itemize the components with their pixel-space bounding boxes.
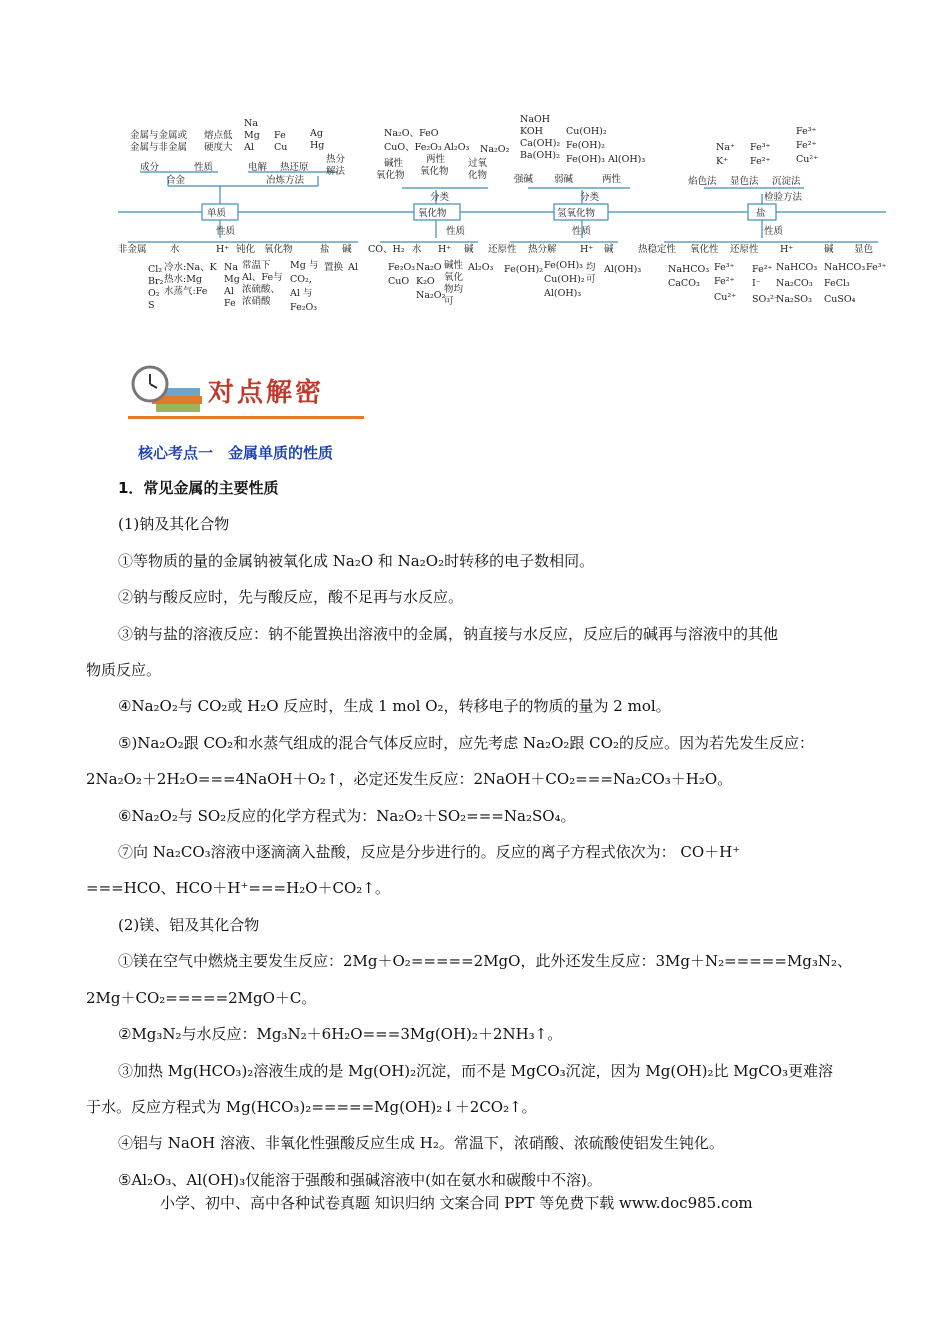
group-item: Al(OH)₃ bbox=[608, 154, 646, 165]
label-composition: 成分 bbox=[140, 162, 160, 173]
ion: Fe²⁺ bbox=[750, 156, 771, 167]
group-label: 两性 bbox=[426, 154, 446, 165]
cell: NaHCO₃ bbox=[824, 262, 866, 273]
paragraph: 物质反应。 bbox=[86, 661, 162, 680]
label-property: 性质 bbox=[572, 226, 592, 237]
label-class: 分类 bbox=[430, 192, 450, 203]
paragraph: ②钠与酸反应时，先与酸反应，酸不足再与水反应。 bbox=[118, 588, 464, 607]
cell: Al 与 bbox=[290, 288, 313, 299]
cell: Fe₂O₃ bbox=[388, 262, 416, 273]
alloy-comp-line: 金属与非金属 bbox=[130, 142, 188, 153]
cell: Cu²⁺ bbox=[714, 292, 737, 303]
prop-item: 盐 bbox=[320, 244, 330, 255]
cell: Al₂O₃ bbox=[468, 262, 494, 273]
ion: Fe³⁺ bbox=[750, 142, 771, 153]
paragraph: ④铝与 NaOH 溶液、非氧化性强酸反应生成 H₂。常温下，浓硝酸、浓硫酸使铝发生钝化。 bbox=[118, 1134, 724, 1153]
cell: Na₂SO₃ bbox=[776, 294, 812, 305]
prop-item: CO、H₂ bbox=[368, 244, 405, 255]
method-label: 热还原 bbox=[280, 162, 309, 173]
group-label: 过氧 bbox=[468, 158, 488, 169]
footer: 小学、初中、高中各种试卷真题 知识归纳 文案合同 PPT 等免费下载 www.doc985.com bbox=[160, 1194, 753, 1212]
prop-item: 水 bbox=[412, 244, 422, 255]
cell: Mg bbox=[224, 274, 240, 285]
group-label: 氧化物 bbox=[420, 166, 449, 177]
cell: I⁻ bbox=[752, 278, 761, 289]
group-item: Ba(OH)₂ bbox=[520, 150, 560, 161]
paragraph: ③加热 Mg(HCO₃)₂溶液生成的是 Mg(OH)₂沉淀，而不是 MgCO₃沉淀，因为 Mg(OH)₂比 MgCO₃更难溶 bbox=[118, 1061, 834, 1080]
group-item: Na₂O₂ bbox=[480, 144, 510, 155]
method-label: 沉淀法 bbox=[772, 176, 801, 187]
prop-item: 还原性 bbox=[488, 244, 517, 255]
cell: 置换 bbox=[324, 262, 344, 273]
banner-underline bbox=[128, 416, 364, 419]
heading: 1．常见金属的主要性质 bbox=[118, 479, 279, 497]
cell: 水蒸气:Fe bbox=[164, 286, 208, 297]
group-item: CuO、Fe₂O₃ bbox=[384, 142, 442, 153]
ion: Cu²⁺ bbox=[796, 154, 819, 165]
node-label: 盐 bbox=[756, 208, 766, 219]
group-label: 两性 bbox=[602, 174, 622, 185]
element: Ag bbox=[310, 128, 323, 139]
cell: NaHCO₃ bbox=[776, 262, 818, 273]
prop-item: 碱 bbox=[604, 244, 614, 255]
paragraph: ④Na₂O₂与 CO₂或 H₂O 反应时，生成 1 mol O₂，转移电子的物质的量为 2 mol。 bbox=[118, 697, 671, 716]
group-item: Na₂O、FeO bbox=[384, 128, 439, 139]
ion: Na⁺ bbox=[716, 142, 735, 153]
alloy-prop-line: 硬度大 bbox=[204, 142, 233, 153]
paragraph: ①镁在空气中燃烧主要发生反应：2Mg＋O₂=====2MgO，此外还发生反应：3Mg＋N₂=====Mg₃N₂、 bbox=[118, 952, 853, 971]
cell: CO₂, bbox=[290, 274, 312, 285]
cell: 常温下 bbox=[242, 260, 271, 271]
cell: Fe bbox=[224, 298, 236, 309]
prop-item: 显色 bbox=[854, 244, 874, 255]
cell: Al(OH)₃ bbox=[604, 264, 642, 275]
cell: Na₂O₂ bbox=[416, 290, 446, 301]
group-label: 强碱 bbox=[514, 174, 534, 185]
cell: Fe(OH)₃ bbox=[544, 260, 583, 271]
group-item: Ca(OH)₂ bbox=[520, 138, 561, 149]
group-item: KOH bbox=[520, 126, 543, 137]
paragraph: ===HCO、HCO＋H⁺===H₂O＋CO₂↑。 bbox=[86, 879, 390, 898]
cell: Br₂ bbox=[148, 276, 164, 287]
method-label: 热分 bbox=[326, 154, 346, 165]
node-label: 氢氧化物 bbox=[557, 208, 596, 219]
label-property: 性质 bbox=[216, 226, 236, 237]
group-item: Fe(OH)₂ bbox=[566, 140, 605, 151]
body-text bbox=[86, 470, 866, 1198]
cell: 碱性 bbox=[444, 260, 464, 271]
cell: 浓硝酸 bbox=[242, 296, 271, 307]
cell: CuSO₄ bbox=[824, 294, 856, 305]
paragraph: ③钠与盐的溶液反应：钠不能置换出溶液中的金属，钠直接与水反应，反应后的碱再与溶液中的其他 bbox=[118, 624, 779, 643]
element: Al bbox=[244, 142, 254, 153]
cell: 浓硫酸、 bbox=[242, 284, 281, 295]
diagram-svg bbox=[118, 110, 888, 330]
cell: FeCl₃ bbox=[824, 278, 850, 289]
prop-item: 钝化 bbox=[236, 244, 256, 255]
node-label: 氧化物 bbox=[418, 208, 447, 219]
method-label: 焰色法 bbox=[688, 176, 717, 187]
cell: Na bbox=[224, 262, 238, 273]
paragraph: (2)镁、铝及其化合物 bbox=[118, 915, 260, 934]
cell: Mg 与 bbox=[290, 260, 319, 271]
cell: Na₂CO₃ bbox=[776, 278, 813, 289]
paragraph: ⑦向 Na₂CO₃溶液中逐滴滴入盐酸，反应是分步进行的。反应的离子方程式依次为： CO＋H⁺ bbox=[118, 843, 741, 862]
paragraph: ②Mg₃N₂与水反应：Mg₃N₂＋6H₂O===3Mg(OH)₂＋2NH₃↑。 bbox=[118, 1025, 563, 1044]
element: Hg bbox=[310, 140, 325, 151]
cell: 冷水:Na、K bbox=[164, 262, 217, 273]
paragraph: ⑤Al₂O₃、Al(OH)₃仅能溶于强酸和强碱溶液中(如在氨水和碳酸中不溶)。 bbox=[118, 1170, 602, 1189]
paragraph: (1)钠及其化合物 bbox=[118, 515, 230, 534]
cell: SO₃²⁻ bbox=[752, 294, 779, 305]
prop-item: 非金属 bbox=[118, 244, 147, 255]
group-label: 氧化物 bbox=[376, 170, 405, 181]
cell: Na₂O bbox=[416, 262, 442, 273]
paragraph: 2Na₂O₂＋2H₂O===4NaOH＋O₂↑，必定还发生反应：2NaOH＋CO₂===Na₂CO₃＋H₂O。 bbox=[86, 770, 733, 789]
element: Mg bbox=[244, 130, 260, 141]
prop-item: 水 bbox=[170, 244, 180, 255]
node-danzhi bbox=[202, 204, 238, 220]
prop-item: 氧化物 bbox=[264, 244, 293, 255]
cell: Cl₂ bbox=[148, 264, 163, 275]
alloy-comp-line: 金属与金属或 bbox=[130, 130, 188, 141]
group-item: Fe(OH)₃ bbox=[566, 154, 605, 165]
label-class: 分类 bbox=[580, 192, 600, 203]
method-label: 显色法 bbox=[730, 176, 759, 187]
prop-item: 还原性 bbox=[730, 244, 759, 255]
alloy-prop-line: 熔点低 bbox=[204, 130, 233, 141]
node-hydroxide bbox=[554, 204, 608, 220]
ion: Fe³⁺ bbox=[796, 126, 817, 137]
node-salt bbox=[748, 204, 776, 220]
knowledge-diagram bbox=[118, 110, 888, 330]
clock-books-icon bbox=[128, 362, 204, 418]
paragraph: 于水。反应方程式为 Mg(HCO₃)₂=====Mg(OH)₂↓＋2CO₂↑。 bbox=[86, 1097, 537, 1116]
prop-item: 碱 bbox=[342, 244, 352, 255]
label-property: 性质 bbox=[446, 226, 466, 237]
group-label: 弱碱 bbox=[554, 174, 574, 185]
label-smelting: 冶炼方法 bbox=[266, 175, 305, 186]
cell: Al(OH)₃ bbox=[544, 288, 582, 299]
cell: NaHCO₃ bbox=[668, 264, 710, 275]
cell: 热水:Mg bbox=[164, 274, 203, 285]
cell: Fe³⁺ bbox=[714, 262, 735, 273]
cell: 氧化 bbox=[444, 272, 464, 283]
node-label: 单质 bbox=[207, 208, 227, 219]
cell: 可 bbox=[586, 274, 596, 285]
label-alloy: 合金 bbox=[166, 175, 186, 186]
group-item: Al₂O₃ bbox=[444, 142, 470, 153]
paragraph: ⑤)Na₂O₂跟 CO₂和水蒸气组成的混合气体反应时，应先考虑 Na₂O₂跟 CO₂的反应。因为若先发生反应： bbox=[118, 733, 814, 752]
cell: Al、Fe与 bbox=[242, 272, 283, 283]
node-oxide bbox=[414, 204, 460, 220]
element: Fe bbox=[274, 130, 286, 141]
cell: O₂ bbox=[148, 288, 160, 299]
paragraph: 2Mg＋CO₂=====2MgO＋C。 bbox=[86, 988, 317, 1007]
group-item: Cu(OH)₂ bbox=[566, 126, 607, 137]
prop-item: 碱 bbox=[464, 244, 474, 255]
ion: Fe²⁺ bbox=[796, 140, 817, 151]
label-test-method: 检验方法 bbox=[764, 192, 803, 203]
cell: CaCO₃ bbox=[668, 278, 700, 289]
cell: Fe³⁺ bbox=[866, 262, 887, 273]
method-label: 解法 bbox=[326, 166, 346, 177]
cell: Cu(OH)₂ bbox=[544, 274, 585, 285]
section-banner bbox=[128, 362, 368, 424]
cell: Al bbox=[224, 286, 234, 297]
group-item: NaOH bbox=[520, 114, 551, 125]
label-property: 性质 bbox=[194, 162, 214, 173]
element: Cu bbox=[274, 142, 288, 153]
cell: Fe₂O₃ bbox=[290, 302, 318, 313]
cell: S bbox=[148, 300, 155, 311]
prop-item: H⁺ bbox=[438, 244, 452, 255]
cell: K₂O bbox=[416, 276, 435, 287]
prop-item: 热稳定性 bbox=[638, 244, 677, 255]
prop-item: H⁺ bbox=[780, 244, 794, 255]
label-property: 性质 bbox=[764, 226, 784, 237]
prop-item: 热分解 bbox=[528, 244, 557, 255]
cell: Al bbox=[348, 262, 358, 273]
paragraph: ①等物质的量的金属钠被氧化成 Na₂O 和 Na₂O₂时转移的电子数相同。 bbox=[118, 551, 595, 570]
cell: 物均 bbox=[444, 284, 464, 295]
group-label: 碱性 bbox=[384, 158, 404, 169]
cell: 均 bbox=[586, 262, 596, 273]
element: Na bbox=[244, 118, 258, 129]
ion: K⁺ bbox=[716, 156, 729, 167]
method-label: 电解 bbox=[248, 162, 268, 173]
paragraph: ⑥Na₂O₂与 SO₂反应的化学方程式为：Na₂O₂＋SO₂===Na₂SO₄。 bbox=[118, 806, 576, 825]
prop-item: H⁺ bbox=[216, 244, 230, 255]
topic-heading: 核心考点一 金属单质的性质 bbox=[138, 444, 334, 462]
prop-item: 碱 bbox=[824, 244, 834, 255]
prop-item: 氧化性 bbox=[690, 244, 719, 255]
cell: CuO bbox=[388, 276, 410, 287]
group-label: 化物 bbox=[468, 170, 488, 181]
prop-item: H⁺ bbox=[580, 244, 594, 255]
cell: Fe²⁺ bbox=[752, 264, 773, 275]
cell: Fe(OH)₂ bbox=[504, 264, 543, 275]
banner-title: 对点解密 bbox=[208, 378, 325, 408]
cell: 可 bbox=[444, 296, 454, 307]
cell: Fe²⁺ bbox=[714, 276, 735, 287]
